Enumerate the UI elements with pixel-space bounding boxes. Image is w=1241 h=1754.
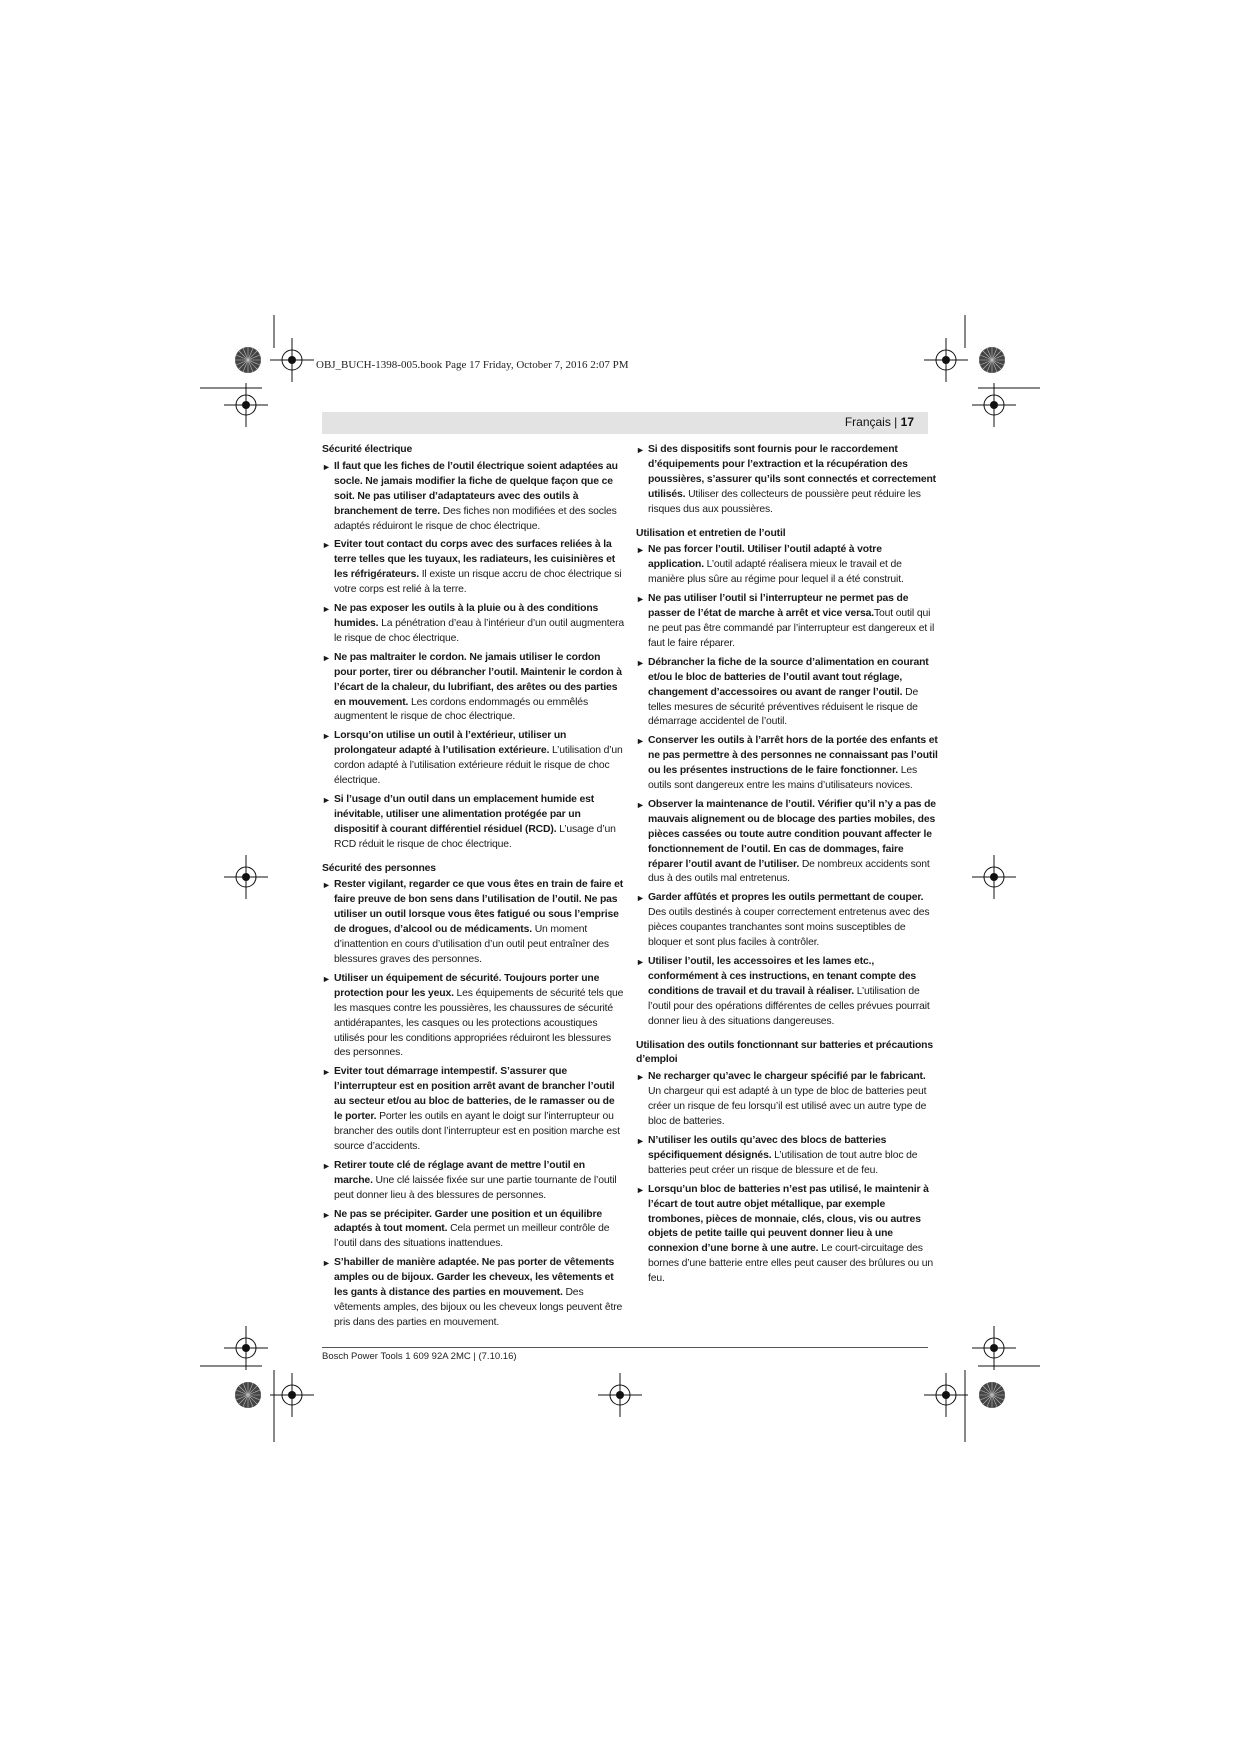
item-text: Un chargeur qui est adapté à un type de bloc de batteries peut créer un risque de feu lorsqu’il est utilisé avec un autre type de bloc de batteries. — [648, 1086, 927, 1128]
list-item — [322, 651, 625, 726]
list-item — [636, 1070, 939, 1130]
bullet-arrow-icon: ► — [636, 1135, 645, 1146]
item-bold: Retirer toute clé de réglage avant de mettre l’outil en marche. — [334, 1159, 586, 1186]
list-item — [636, 1183, 939, 1287]
list-item — [322, 1208, 625, 1253]
list-item — [636, 1134, 939, 1179]
item-bold: Ne pas forcer l’outil. Utiliser l’outil adapté à votre application. — [648, 544, 882, 571]
section-title-battery-tools: Utilisation des outils fonctionnant sur batteries et précautions d’emploi — [636, 1039, 933, 1066]
bullet-arrow-icon: ► — [322, 1258, 331, 1269]
list-item — [322, 538, 625, 598]
list-item — [636, 891, 939, 951]
list-item — [636, 798, 939, 887]
item-text: Le court-circuitage des bornes d’une batterie entre elles peut causer des brûlures ou un feu. — [648, 1243, 933, 1285]
footer-divider — [322, 1347, 928, 1348]
item-text: L’usage d’un RCD réduit le risque de choc électrique. — [334, 823, 616, 850]
item-text: L’outil adapté réalisera mieux le travail et de manière plus sûre au régime pour lequel il a été construit. — [648, 559, 904, 586]
header-separator: | — [890, 415, 901, 429]
page-number: 17 — [900, 415, 914, 429]
list-item — [322, 602, 625, 647]
item-bold: Observer la maintenance de l’outil. Vérifier qu’il n’y a pas de mauvais alignement ou de blocage des parties mobiles, des pièces cassées ou toute autre condition pouvant affecter le fonctionnement de l’outil. En cas de dommages, faire réparer l’outil avant de l’utiliser. — [648, 798, 936, 870]
header-label — [845, 415, 914, 429]
bullet-arrow-icon: ► — [322, 652, 331, 663]
bullet-arrow-icon: ► — [322, 880, 331, 891]
item-text: Une clé laissée fixée sur une partie tournante de l’outil peut donner lieu à des blessures de personnes. — [334, 1174, 617, 1201]
page-footer: Bosch Power Tools 1 609 92A 2MC | (7.10.16) — [322, 1351, 517, 1362]
item-bold: Utiliser un équipement de sécurité. Toujours porter une protection pour les yeux. — [334, 972, 600, 999]
bullet-arrow-icon: ► — [636, 545, 645, 556]
item-text: De nombreux accidents sont dus à des outils mal entretenus. — [648, 858, 930, 885]
bullet-arrow-icon: ► — [322, 973, 331, 984]
right-column — [636, 443, 939, 1291]
list-item — [322, 1159, 625, 1204]
item-bold: Ne pas maltraiter le cordon. Ne jamais utiliser le cordon pour porter, tirer ou débrancher l’outil. Maintenir le cordon à l’écart de la chaleur, du lubrifiant, des arêtes ou des parties en mouvement. — [334, 651, 622, 708]
item-bold: Ne pas se précipiter. Garder une position et un équilibre adaptés à tout moment. — [334, 1208, 603, 1235]
item-text: Les cordons endommagés ou emmêlés augmentent le risque de choc électrique. — [334, 696, 588, 723]
bullet-arrow-icon: ► — [322, 1160, 331, 1171]
item-bold: Conserver les outils à l’arrêt hors de la portée des enfants et ne pas permettre à des personnes ne connaissant pas l’outil ou les présentes instructions de le faire fonctionner. — [648, 735, 938, 777]
item-bold: Eviter tout contact du corps avec des surfaces reliées à la terre telles que les tuyaux, les radiateurs, les cuisinières et les réfrigérateurs. — [334, 539, 616, 581]
item-text: Tout outil qui ne peut pas être commandé par l’interrupteur est dangereux et il faut le faire réparer. — [648, 608, 935, 649]
list-item — [636, 592, 939, 652]
list-item — [322, 1256, 625, 1331]
section-title-tool-use: Utilisation et entretien de l’outil — [636, 527, 786, 539]
bullet-arrow-icon: ► — [322, 731, 331, 742]
bullet-arrow-icon: ► — [636, 445, 645, 455]
item-text: Un moment d’inattention en cours d’utilisation d’un outil peut entraîner des blessures graves des personnes. — [334, 924, 609, 965]
item-text: Cela permet un meilleur contrôle de l’outil dans des situations inattendues. — [334, 1223, 610, 1250]
item-bold: Lorsqu’on utilise un outil à l’extérieur, utiliser un prolongateur adapté à l’utilisation extérieure. — [334, 730, 567, 757]
item-text: Des fiches non modifiées et des socles adaptés réduiront le risque de choc électrique. — [334, 505, 617, 532]
item-bold: Débrancher la fiche de la source d’alimentation en courant et/ou le bloc de batteries de l’outil avant tout réglage, changement d’accessoires ou avant de ranger l’outil. — [648, 656, 929, 698]
list-item — [636, 955, 939, 1030]
bullet-arrow-icon: ► — [322, 461, 331, 472]
item-text: Les équipements de sécurité tels que les masques contre les poussières, les chaussures de sécurité antidérapantes, les casques ou les protections acoustiques utilisés pour les conditions appropriées réduiront les blessures des personnes. — [334, 987, 624, 1059]
left-column — [322, 443, 625, 1335]
item-bold: S’habiller de manière adaptée. Ne pas porter de vêtements amples ou de bijoux. Garder les cheveux, les vêtements et les gants à distance des parties en mouvement. — [334, 1257, 615, 1299]
item-text: Porter les outils en ayant le doigt sur l’interrupteur ou brancher des outils dont l’interrupteur est en position marche est source d’accidents. — [334, 1111, 620, 1152]
bullet-arrow-icon: ► — [322, 794, 331, 805]
item-text: Des vêtements amples, des bijoux ou les cheveux longs peuvent être pris dans des parties en mouvement. — [334, 1287, 623, 1328]
list-item — [636, 543, 939, 588]
item-bold: N’utiliser les outils qu’avec des blocs de batteries spécifiquement désignés. — [648, 1134, 887, 1161]
item-text: Les outils sont dangereux entre les mains d’utilisateurs novices. — [648, 765, 918, 792]
item-text: La pénétration d’eau à l’intérieur d’un outil augmentera le risque de choc électrique. — [334, 617, 625, 644]
list-item — [322, 793, 625, 853]
item-text: Des outils destinés à couper correctement entretenus avec des pièces coupantes tranchantes sont moins susceptibles de bloquer et sont plus faciles à contrôler. — [648, 907, 930, 949]
item-bold: Garder affûtés et propres les outils permettant de couper. — [648, 892, 924, 904]
bullet-arrow-icon: ► — [322, 540, 331, 551]
item-text: Utiliser des collecteurs de poussière peut réduire les risques dus aux poussières. — [648, 488, 921, 515]
page-header — [322, 412, 928, 434]
bullet-arrow-icon: ► — [322, 604, 331, 615]
item-bold: Lorsqu’un bloc de batteries n’est pas utilisé, le maintenir à l’écart de tout autre objet métallique, par exemple trombones, pièces de monnaie, clés, clous, vis ou autres objets de petite taille qui peuvent donner lieu à une connexion d’une borne à une autre. — [648, 1183, 929, 1255]
print-slug: OBJ_BUCH-1398-005.book Page 17 Friday, October 7, 2016 2:07 PM — [316, 359, 629, 371]
bullet-arrow-icon: ► — [636, 799, 645, 810]
list-item — [322, 878, 625, 967]
list-item — [636, 656, 939, 731]
section-title-personal-safety: Sécurité des personnes — [322, 862, 436, 874]
item-bold: Rester vigilant, regarder ce que vous êtes en train de faire et faire preuve de bon sens dans l’utilisation de l’outil. Ne pas utiliser un outil lorsque vous êtes fatigué ou sous l’emprise de drogues, d’alcool ou de médicaments. — [334, 879, 624, 936]
item-bold: Ne recharger qu’avec le chargeur spécifié par le fabricant. — [648, 1071, 926, 1083]
list-item — [636, 443, 939, 518]
bullet-arrow-icon: ► — [636, 1072, 645, 1083]
bullet-arrow-icon: ► — [636, 657, 645, 668]
item-text: Il existe un risque accru de choc électrique si votre corps est relié à la terre. — [334, 569, 622, 596]
bullet-arrow-icon: ► — [636, 1184, 645, 1195]
bullet-arrow-icon: ► — [636, 893, 645, 904]
list-item — [322, 1065, 625, 1154]
item-bold: Ne pas exposer les outils à la pluie ou à des conditions humides. — [334, 603, 599, 629]
list-item — [636, 734, 939, 794]
header-language: Français — [844, 415, 891, 429]
item-text: De telles mesures de sécurité préventives réduisent le risque de démarrage accidentel de l’outil. — [648, 686, 919, 728]
bullet-arrow-icon: ► — [636, 594, 645, 605]
item-text: L’utilisation de tout autre bloc de batteries peut créer un risque de blessure et de feu. — [648, 1149, 918, 1176]
item-text: L’utilisation de l’outil pour des opérations différentes de celles prévues pourrait donner lieu à des situations dangereuses. — [648, 985, 930, 1027]
list-item — [322, 729, 625, 789]
item-bold: Ne pas utiliser l’outil si l’interrupteur ne permet pas de passer de l’état de marche à arrêt et vice versa. — [648, 593, 909, 620]
bullet-arrow-icon: ► — [636, 957, 645, 967]
section-title-electrical: Sécurité électrique — [322, 444, 413, 455]
item-bold: Utiliser l’outil, les accessoires et les lames etc., conformément à ces instructions, en tenant compte des conditions de travail et du travail à réaliser. — [648, 956, 917, 997]
bullet-arrow-icon: ► — [322, 1209, 331, 1220]
item-bold: Si des dispositifs sont fournis pour le raccordement d’équipements pour l’extraction et la récupération des poussières, s’assurer qu’ils sont connectés et correctement utilisés. — [648, 444, 936, 500]
item-bold: Il faut que les fiches de l’outil électrique soient adaptées au socle. Ne jamais modifier la fiche de quelque façon que ce soit. Ne pas utiliser d’adaptateurs avec des outils à branchement de terre. — [334, 460, 618, 517]
list-item — [322, 972, 625, 1061]
item-bold: Eviter tout démarrage intempestif. S’assurer que l’interrupteur est en position arrêt avant de brancher l’outil au secteur et/ou au bloc de batteries, de le ramasser ou de le porter. — [334, 1066, 615, 1123]
list-item — [322, 460, 625, 535]
bullet-arrow-icon: ► — [636, 736, 645, 747]
bullet-arrow-icon: ► — [322, 1067, 331, 1078]
item-text: L’utilisation d’un cordon adapté à l’utilisation extérieure réduit le risque de choc électrique. — [334, 745, 623, 787]
item-bold: Si l’usage d’un outil dans un emplacement humide est inévitable, utiliser une alimentation protégée par un dispositif à courant différentiel résiduel (RCD). — [334, 793, 595, 835]
